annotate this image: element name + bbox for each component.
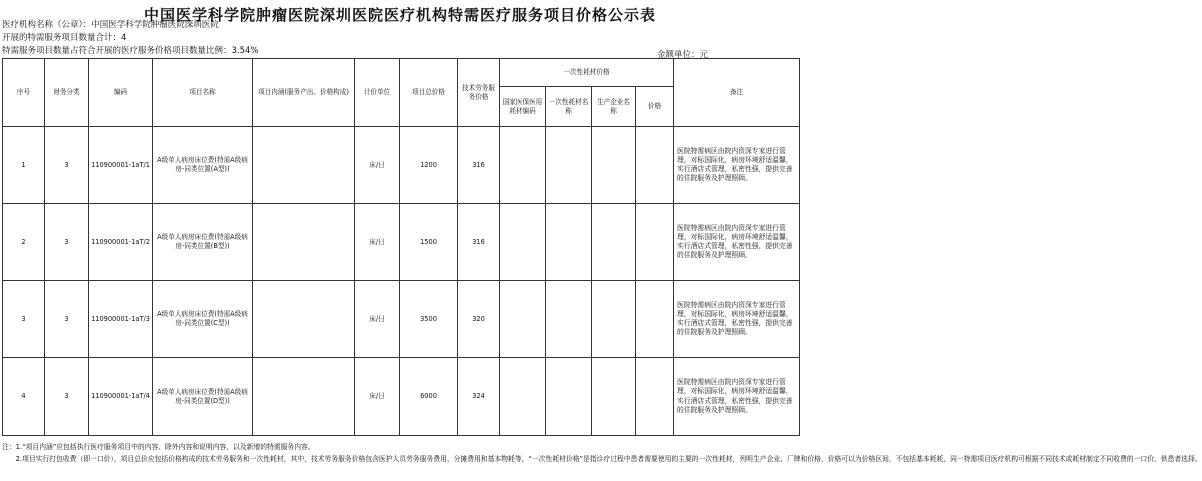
header-consumable-price: 价格 [636,87,674,127]
header-pricing-unit: 计价单位 [355,59,400,127]
row-name: A级单人病房床位费(特需A级病房-同类位置(D型)) [153,358,253,436]
header-total-price: 项目总价格 [400,59,458,127]
row-unit: 床/日 [355,358,400,436]
total-count: 开展的特需服务项目数量合计：4 [2,33,127,43]
row-content [253,204,355,281]
row-labor: 324 [458,358,500,436]
row-remark: 医院特需病区由院内资深专家进行管理，对标国际化，病房环境舒适温馨，实行酒店式管理，私密性强，提供完善的住院服务及护理照顾。 [674,281,800,358]
row-code: 110900001-1aT/4 [89,358,153,436]
currency-unit: 金额单位：元 [656,50,708,60]
footnote-2: 2.项目实行打包收费（即一口价），项目总价应包括价格构成的技术劳务服务和一次性耗材，其中，技术劳务服务价格包含医护人员劳务服务费用、分摊费用和基本物耗等，“一次性耗材价格”是指诊疗过程中患者需要使用的主要的一次性耗材，列明生产企业、厂牌和价格，价格可以为价格区间，不包括基本耗耗，同一特需项目医疗机构可根据不同技术或耗材制定不同收费的一口价，供患者选择。 [2,455,1202,463]
row-remark: 医院特需病区由院内资深专家进行管理，对标国际化，病房环境舒适温馨，实行酒店式管理，私密性强，提供完善的住院服务及护理照顾。 [674,127,800,204]
row-content [253,281,355,358]
page-title: 中国医学科学院肿瘤医院深圳医院医疗机构特需医疗服务项目价格公示表 [143,6,656,24]
row-category: 3 [45,204,89,281]
header-consumable-name: 一次性耗材名称 [546,87,592,127]
row-unit: 床/日 [355,127,400,204]
header-manufacturer: 生产企业名称 [592,87,636,127]
row-total: 1200 [400,127,458,204]
row-consumable-name [546,281,592,358]
row-code: 110900001-1aT/3 [89,281,153,358]
row-consumable-price [636,281,674,358]
table-row [3,204,800,281]
row-consumable-price [636,127,674,204]
row-consumable-code [500,204,546,281]
institution-name: 医疗机构名称（公章）：中国医学科学院肿瘤医院深圳医院 [2,20,219,30]
footnote-1: 注：1.“项目内涵”应包括执行医疗服务项目中的内容、除外内容和说明内容，以及新增的特需服务内容。 [2,443,315,451]
header-seq: 序号 [3,59,45,127]
row-consumable-name [546,358,592,436]
row-category: 3 [45,127,89,204]
row-category: 3 [45,358,89,436]
ratio-line: 特需服务项目数量占符合开展的医疗服务价格项目数量比例：3.54% [2,46,259,56]
row-consumable-name [546,204,592,281]
price-table [2,58,800,436]
row-content [253,127,355,204]
row-consumable-code [500,127,546,204]
row-seq: 3 [3,281,45,358]
row-name: A级单人病房床位费(特需A级病房-同类位置(B型)) [153,204,253,281]
footnotes [2,441,1202,465]
row-manufacturer [592,358,636,436]
row-total: 3500 [400,281,458,358]
row-unit: 床/日 [355,204,400,281]
row-remark: 医院特需病区由院内资深专家进行管理，对标国际化，病房环境舒适温馨，实行酒店式管理，私密性强，提供完善的住院服务及护理照顾。 [674,204,800,281]
row-labor: 316 [458,127,500,204]
header-consumable-code: 国家医保医用耗材编码 [500,87,546,127]
row-code: 110900001-1aT/1 [89,127,153,204]
header-remark: 备注 [674,59,800,127]
row-consumable-code [500,358,546,436]
row-remark: 医院特需病区由院内资深专家进行管理，对标国际化，病房环境舒适温馨，实行酒店式管理，私密性强，提供完善的住院服务及护理照顾。 [674,358,800,436]
header-consumables: 一次性耗材价格 [500,59,674,87]
header-labor-price: 技术劳务服务价格 [458,59,500,127]
header-category: 财务分类 [45,59,89,127]
row-manufacturer [592,127,636,204]
row-labor: 320 [458,281,500,358]
row-category: 3 [45,281,89,358]
row-name: A级单人病房床位费(特需A级病房-同类位置(C型)) [153,281,253,358]
row-total: 1500 [400,204,458,281]
row-seq: 4 [3,358,45,436]
header-content: 项目内涵(服务产出、价格构成) [253,59,355,127]
row-seq: 1 [3,127,45,204]
row-unit: 床/日 [355,281,400,358]
row-consumable-price [636,358,674,436]
header-name: 项目名称 [153,59,253,127]
row-consumable-code [500,281,546,358]
row-name: A级单人病房床位费(特需A级病房-同类位置(A型)) [153,127,253,204]
table-row [3,127,800,204]
table-row [3,281,800,358]
row-manufacturer [592,281,636,358]
table-row [3,358,800,436]
row-total: 6000 [400,358,458,436]
row-labor: 316 [458,204,500,281]
row-code: 110900001-1aT/2 [89,204,153,281]
row-seq: 2 [3,204,45,281]
row-consumable-price [636,204,674,281]
row-content [253,358,355,436]
row-manufacturer [592,204,636,281]
row-consumable-name [546,127,592,204]
header-code: 编码 [89,59,153,127]
